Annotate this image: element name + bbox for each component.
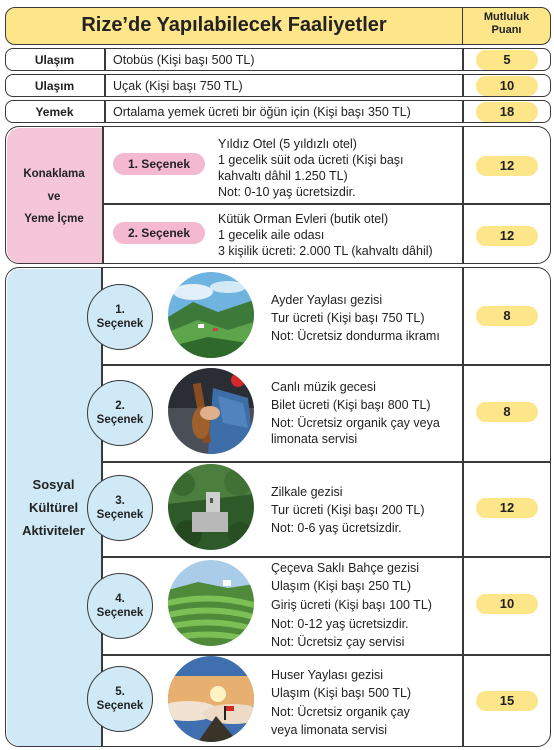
option-label: Seçenek (96, 414, 144, 426)
option-line: Ulaşım (Kişi başı 500 TL) (271, 686, 412, 700)
score-badge: 15 (476, 691, 538, 711)
option-line: 3 kişilik ücreti: 2.000 TL (kahvaltı dâhil) (218, 244, 433, 258)
mountain-meadow-image (168, 272, 254, 358)
category-label: Ulaşım (34, 53, 75, 67)
option-label: Seçenek (96, 700, 144, 712)
option-line: Canlı müzik gecesi (271, 380, 376, 394)
option-line: Not: Ücretsiz organik çay veya (271, 416, 440, 430)
category-label: Ulaşım (34, 79, 75, 93)
option-line: Not: 0-12 yaş ücretsizdir. (271, 617, 409, 631)
score-header-line1: Mutluluk (483, 11, 530, 23)
option-label: Seçenek (96, 607, 144, 619)
option-line: limonata servisi (271, 432, 358, 446)
option-line: Huser Yaylası gezisi (271, 668, 384, 682)
score-badge: 12 (476, 226, 538, 246)
social-category-line1: Sosyal (32, 477, 75, 492)
score-badge: 18 (476, 102, 538, 122)
option-circle (87, 380, 153, 446)
score-badge: 10 (476, 594, 538, 614)
category-label: Yemek (35, 105, 74, 119)
option-line: Çeçeva Saklı Bahçe gezisi (271, 561, 419, 575)
option-label: 2. Seçenek (113, 222, 205, 244)
option-line: Ayder Yaylası gezisi (271, 293, 383, 307)
option-line: kahvaltı dâhil 1.250 TL) (218, 169, 348, 183)
row-description: Ortalama yemek ücreti bir öğün için (Kişi başı 350 TL) (113, 105, 411, 119)
score-badge: 8 (476, 306, 538, 326)
option-line: 1 gecelik süit oda ücreti (Kişi başı (218, 153, 404, 167)
option-number: 3. (115, 495, 125, 507)
castle-forest-image (168, 464, 254, 550)
option-line: Giriş ücreti (Kişi başı 100 TL) (271, 598, 432, 612)
option-line: Not: 0-6 yaş ücretsizdir. (271, 521, 402, 535)
option-number: 1. (115, 304, 125, 316)
accommodation-category-line3: Yeme İçme (24, 213, 84, 225)
row-description: Otobüs (Kişi başı 500 TL) (113, 53, 255, 67)
score-badge: 12 (476, 498, 538, 518)
social-category-line2: Kültürel (28, 500, 79, 515)
option-label: 1. Seçenek (113, 153, 205, 175)
option-line: Zilkale gezisi (271, 485, 343, 499)
tea-garden-image (168, 560, 254, 646)
option-number: 4. (115, 593, 125, 605)
score-badge: 12 (476, 156, 538, 176)
option-circle (87, 573, 153, 639)
option-line: Ulaşım (Kişi başı 250 TL) (271, 579, 412, 593)
score-badge: 8 (476, 402, 538, 422)
option-line: Not: Ücretsiz dondurma ikramı (271, 329, 440, 343)
option-number: 5. (115, 686, 125, 698)
accommodation-category-line2: ve (47, 191, 61, 203)
option-number: 2. (115, 400, 125, 412)
score-badge: 10 (476, 76, 538, 96)
option-circle (87, 475, 153, 541)
option-label: Seçenek (96, 318, 144, 330)
row-description: Uçak (Kişi başı 750 TL) (113, 79, 243, 93)
option-line: Kütük Orman Evleri (butik otel) (218, 212, 389, 226)
option-line: Bilet ücreti (Kişi başı 800 TL) (271, 398, 431, 412)
option-line: Not: 0-10 yaş ücretsizdir. (218, 185, 356, 199)
accommodation-category-line1: Konaklama (23, 168, 85, 180)
option-line: veya limonata servisi (271, 723, 388, 737)
option-line: Yıldız Otel (5 yıldızlı otel) (218, 137, 357, 151)
option-line: Not: Ücretsiz organik çay (271, 705, 410, 719)
option-line: 1 gecelik aile odası (218, 228, 325, 242)
option-label: Seçenek (96, 509, 144, 521)
page-title: Rize’de Yapılabilecek Faaliyetler (81, 14, 387, 36)
sunrise-clouds-image (168, 656, 254, 742)
option-line: Not: Ücretsiz çay servisi (271, 635, 405, 649)
social-category-line3: Aktiviteler (22, 523, 85, 538)
option-line: Tur ücreti (Kişi başı 750 TL) (271, 311, 425, 325)
score-badge: 5 (476, 50, 538, 70)
score-header-line2: Puanı (491, 24, 522, 36)
option-line: Tur ücreti (Kişi başı 200 TL) (271, 503, 425, 517)
option-circle (87, 666, 153, 732)
kemence-player-image (168, 368, 254, 454)
option-circle (87, 284, 153, 350)
